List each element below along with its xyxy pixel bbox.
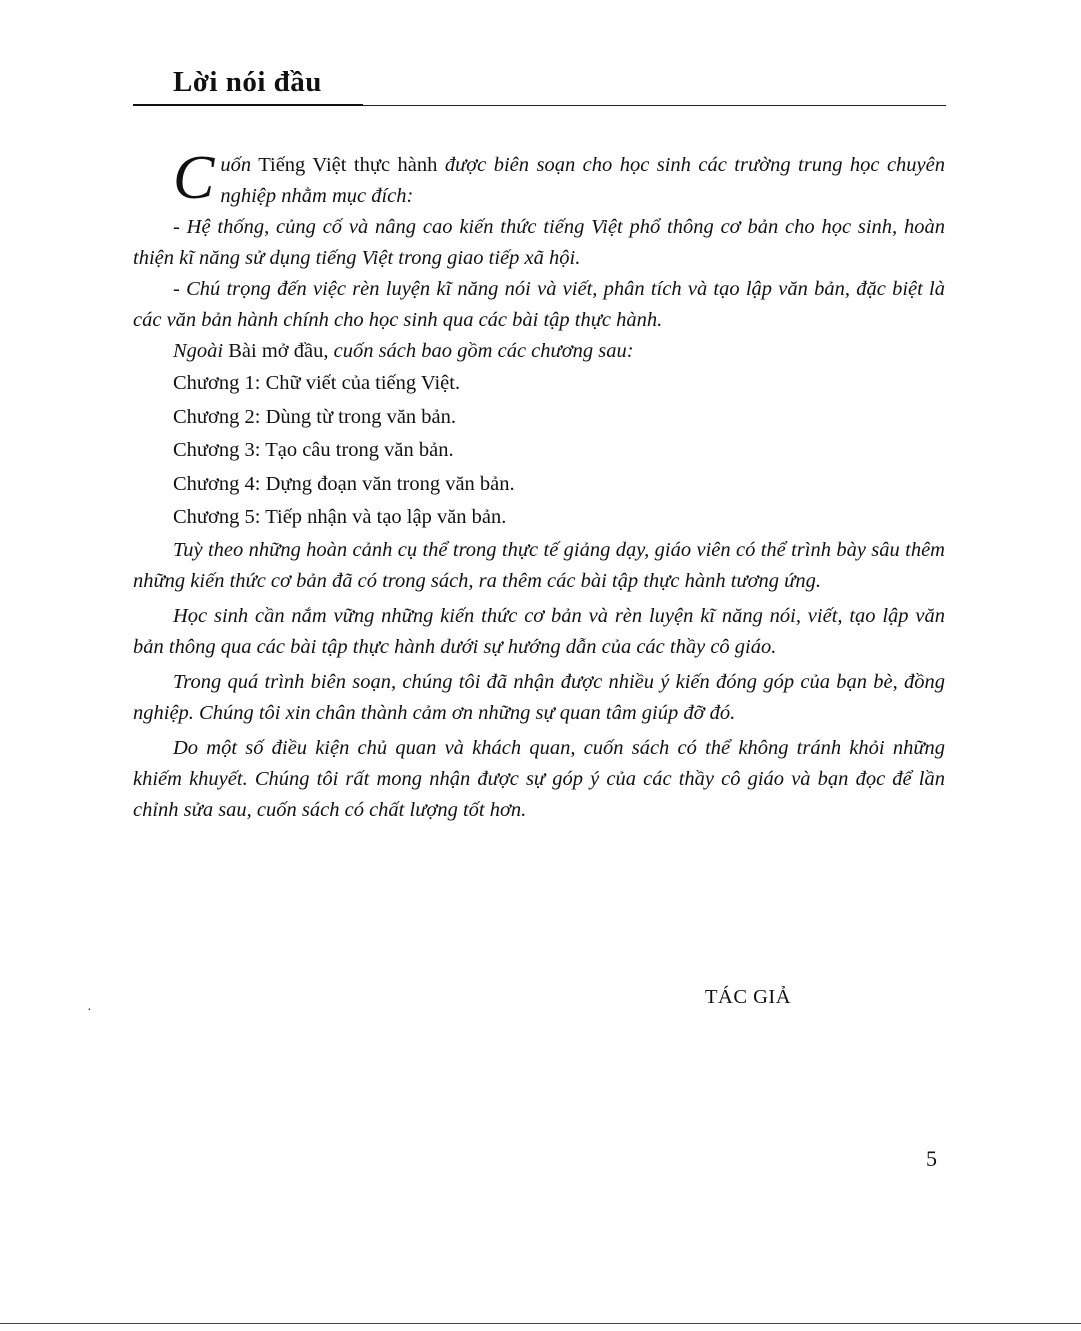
bullet-item: - Hệ thống, củng cố và nâng cao kiến thức tiếng Việt phổ thông cơ bản cho học sinh, hoàn thiện kĩ năng sử dụng tiếng Việt trong giao tiếp xã hội.	[133, 216, 945, 269]
chapter-item: Chương 4: Dựng đoạn văn trong văn bản.	[173, 472, 515, 495]
scan-mark: ·	[87, 1003, 92, 1018]
page-title: Lời nói đầu	[173, 66, 322, 98]
contents-intro	[133, 336, 945, 367]
paragraph: Do một số điều kiện chủ quan và khách quan, cuốn sách có thể không tránh khỏi những khiếm khuyết. Chúng tôi rất mong nhận được sự góp ý của các thầy cô giáo và bạn đọc để lần chỉnh sửa sau, cuốn sách có chất lượng tốt hơn.	[133, 736, 945, 821]
preface-body	[133, 144, 945, 826]
author-signature: TÁC GIẢ	[705, 986, 792, 1008]
chapter-list	[133, 367, 945, 535]
intro-paragraph	[133, 144, 945, 212]
chapter-item: Chương 3: Tạo câu trong văn bản.	[173, 439, 454, 461]
contents-intro-c: cuốn sách bao gồm các chương sau:	[333, 340, 634, 362]
chapter-item: Chương 1: Chữ viết của tiếng Việt.	[173, 372, 461, 394]
drop-cap: C	[173, 144, 215, 212]
chapter-item: Chương 2: Dùng từ trong văn bản.	[173, 405, 457, 428]
paragraph: Học sinh cần nắm vững những kiến thức cơ bản và rèn luyện kĩ năng nói, viết, tạo lập văn bản thông qua các bài tập thực hành dưới sự hướng dẫn của các thầy cô giáo.	[133, 604, 945, 658]
page-bottom-edge	[0, 1323, 1081, 1324]
intro-first-word: uốn	[220, 154, 252, 176]
page-number: 5	[926, 1146, 937, 1171]
paragraph: Trong quá trình biên soạn, chúng tôi đã nhận được nhiều ý kiến đóng góp của bạn bè, đồng nghiệp. Chúng tôi xin chân thành cảm ơn những sự quan tâm giúp đỡ đó.	[133, 670, 945, 724]
book-title: Tiếng Việt thực hành	[258, 154, 438, 176]
paragraph: Tuỳ theo những hoàn cảnh cụ thể trong thực tế giảng dạy, giáo viên có thể trình bày sâu thêm những kiến thức cơ bản đã có trong sách, ra thêm các bài tập thực hành tương ứng.	[133, 538, 945, 592]
intro-purpose: được biên soạn cho học sinh các trường trung học chuyên nghiệp nhằm mục đích:	[220, 154, 945, 207]
contents-intro-b: Bài mở đầu,	[228, 340, 329, 362]
bullet-item: - Chú trọng đến việc rèn luyện kĩ năng nói và viết, phân tích và tạo lập văn bản, đặc biệt là các văn bản hành chính cho học sinh qua các bài tập thực hành.	[133, 278, 945, 331]
title-rule-thick	[133, 104, 363, 106]
chapter-item: Chương 5: Tiếp nhận và tạo lập văn bản.	[173, 506, 507, 528]
contents-intro-a: Ngoài	[173, 340, 224, 362]
